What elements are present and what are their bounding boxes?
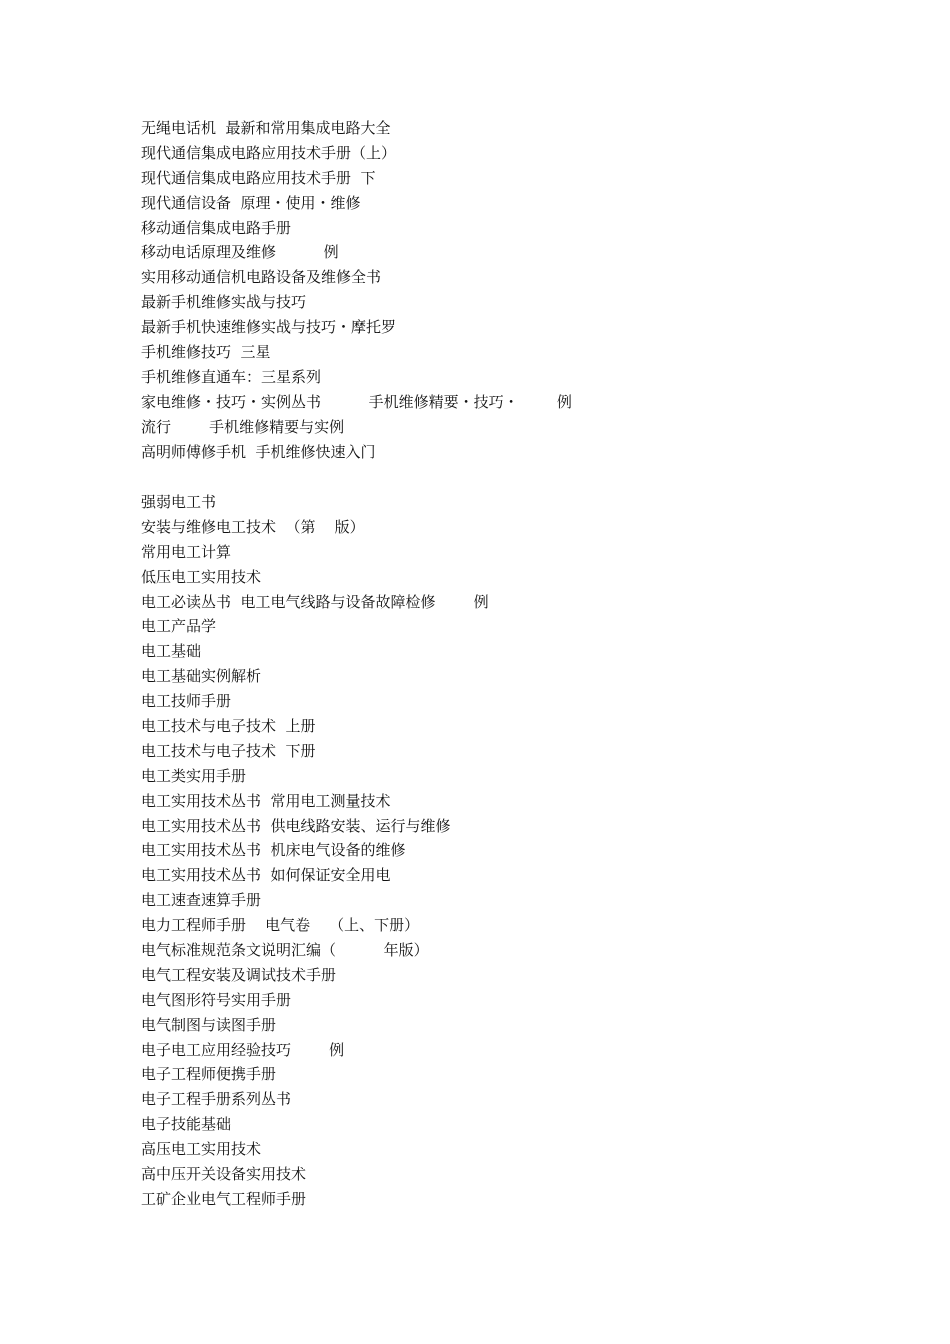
- list-item: 常用电工计算: [141, 542, 232, 561]
- list-item: 电子技能基础: [141, 1115, 232, 1134]
- list-item: 电工技术与电子技术 下册: [141, 741, 316, 760]
- list-item: 电工必读丛书 电工电气线路与设备故障检修 例: [141, 592, 489, 611]
- list-item: 电工实用技术丛书 机床电气设备的维修: [141, 841, 406, 860]
- list-item: 现代通信集成电路应用技术手册 下: [141, 168, 376, 187]
- list-item: 家电维修・技巧・实例丛书 手机维修精要・技巧・ 例: [141, 392, 572, 411]
- list-item: 最新手机维修实战与技巧: [141, 293, 307, 312]
- list-item: 电子电工应用经验技巧 例: [141, 1040, 345, 1059]
- list-item: 电子工程手册系列丛书: [141, 1090, 292, 1109]
- list-item: 电工技师手册: [141, 692, 232, 711]
- list-item: 最新手机快速维修实战与技巧・摩托罗: [141, 318, 397, 337]
- list-item: 现代通信设备 原理・使用・维修: [141, 193, 361, 212]
- list-item: 高中压开关设备实用技术: [141, 1165, 307, 1184]
- list-item: 电气图形符号实用手册: [141, 990, 292, 1009]
- list-item: 电工实用技术丛书 常用电工测量技术: [141, 791, 391, 810]
- list-item: 电工速查速算手册: [141, 891, 262, 910]
- list-item: 安装与维修电工技术 （第 版）: [141, 517, 365, 536]
- list-item: 电气制图与读图手册: [141, 1015, 277, 1034]
- list-item: 实用移动通信机电路设备及维修全书: [141, 268, 382, 287]
- list-item: 无绳电话机 最新和常用集成电路大全: [141, 119, 391, 137]
- list-item: 电工基础实例解析: [141, 667, 262, 686]
- list-item: 工矿企业电气工程师手册: [141, 1189, 307, 1208]
- list-item: 电工技术与电子技术 上册: [141, 717, 316, 736]
- section-heading: 强弱电工书: [141, 493, 217, 511]
- list-item: 电气工程安装及调试技术手册: [141, 965, 337, 984]
- list-item: 电工类实用手册: [141, 766, 247, 785]
- list-item: 电气标准规范条文说明汇编（ 年版）: [141, 941, 429, 960]
- list-item: 电子工程师便携手册: [141, 1065, 277, 1084]
- list-item: 电力工程师手册 电气卷 （上、下册）: [141, 916, 420, 935]
- list-item: 手机维修直通车：三星系列: [141, 367, 322, 386]
- list-item: 移动通信集成电路手册: [141, 218, 292, 237]
- list-item: 现代通信集成电路应用技术手册（上）: [141, 143, 397, 162]
- book-list-electrician: [141, 490, 901, 1212]
- list-item: 高压电工实用技术: [141, 1140, 262, 1159]
- list-item: 低压电工实用技术: [141, 567, 262, 586]
- list-item: 电工基础: [141, 642, 202, 661]
- list-item: 手机维修技巧 三星: [141, 343, 271, 362]
- book-list-communication: [141, 116, 901, 464]
- list-item: 电工产品学: [141, 617, 217, 636]
- list-item: 高明师傅修手机 手机维修快速入门: [141, 442, 376, 461]
- list-item: 移动电话原理及维修 例: [141, 243, 339, 262]
- list-item: 电工实用技术丛书 供电线路安装、运行与维修: [141, 816, 451, 835]
- list-item: 流行 手机维修精要与实例: [141, 417, 345, 436]
- list-item: 电工实用技术丛书 如何保证安全用电: [141, 866, 391, 885]
